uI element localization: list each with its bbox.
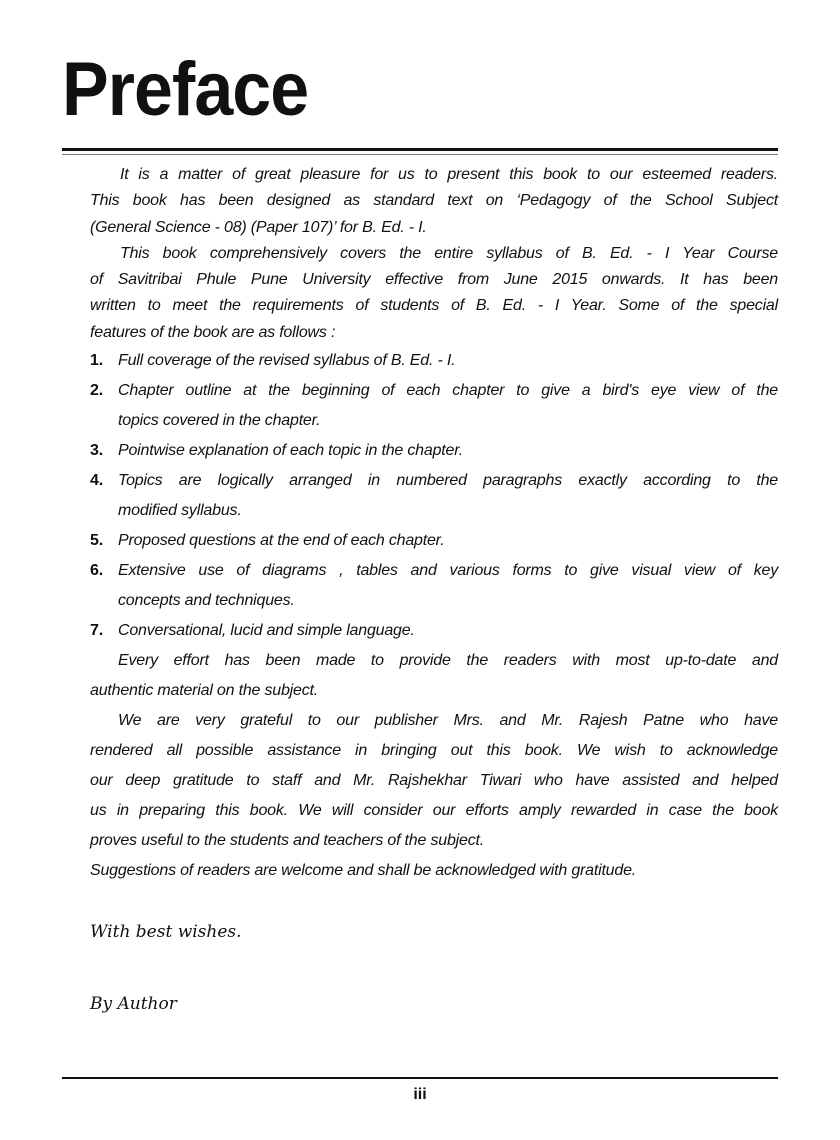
list-number: 2. xyxy=(90,382,103,400)
paragraph xyxy=(90,706,778,856)
list-number: 1. xyxy=(90,352,103,370)
text-line: It is a matter of great pleasure for us to present this book to our esteemed readers. xyxy=(120,166,778,183)
paragraph xyxy=(90,162,778,241)
text-line: Proposed questions at the end of each chapter. xyxy=(118,532,445,550)
text-line: written to meet the requirements of students of B. Ed. - I Year. Some of the special xyxy=(90,297,778,315)
text-line: proves useful to the students and teachers of the subject. xyxy=(90,832,484,850)
text-line: (General Science - 08) (Paper 107)’ for B. Ed. - I. xyxy=(90,218,427,236)
paragraph xyxy=(90,241,778,346)
text-line: This book comprehensively covers the entire syllabus of B. Ed. - I Year Course xyxy=(120,244,778,262)
list-item xyxy=(90,436,778,466)
list-item xyxy=(90,346,778,376)
text-line: us in preparing this book. We will consider our efforts amply rewarded in case the book xyxy=(90,802,778,820)
text-line: Chapter outline at the beginning of each chapter to give a bird's eye view of the xyxy=(118,382,778,400)
list-number: 3. xyxy=(90,442,103,460)
list-item xyxy=(90,556,778,616)
list-number: 7. xyxy=(90,622,103,640)
list-number: 6. xyxy=(90,562,103,580)
intro-section xyxy=(90,162,778,346)
list-number: 4. xyxy=(90,472,103,490)
text-line: This book has been designed as standard text on ‘Pedagogy of the School Subject xyxy=(90,192,778,210)
text-line: concepts and techniques. xyxy=(118,592,295,610)
footer-rule xyxy=(62,1077,778,1079)
closing-section xyxy=(90,646,778,886)
text-line: We are very grateful to our publisher Mrs. and Mr. Rajesh Patne who have xyxy=(118,712,778,730)
title-rule xyxy=(62,148,778,151)
text-line: modified syllabus. xyxy=(118,502,242,520)
text-line: Pointwise explanation of each topic in the chapter. xyxy=(118,442,463,460)
text-line: our deep gratitude to staff and Mr. Rajshekhar Tiwari who have assisted and helped xyxy=(90,772,778,790)
text-line: authentic material on the subject. xyxy=(90,682,319,700)
text-line: rendered all possible assistance in bringing out this book. We wish to acknowledge xyxy=(90,742,778,760)
text-line: features of the book are as follows : xyxy=(90,323,336,341)
text-line: Topics are logically arranged in numbered paragraphs exactly according to the xyxy=(118,472,778,490)
text-line: Conversational, lucid and simple language. xyxy=(118,622,415,640)
text-line: Extensive use of diagrams , tables and various forms to give visual view of key xyxy=(118,562,778,580)
paragraph xyxy=(90,646,778,706)
list-number: 5. xyxy=(90,532,103,550)
preface-body xyxy=(90,162,778,886)
list-item xyxy=(90,616,778,646)
list-item xyxy=(90,376,778,436)
page-title: Preface xyxy=(62,47,309,132)
page-number: iii xyxy=(413,1086,427,1103)
text-line: Every effort has been made to provide the readers with most up-to-date and xyxy=(118,652,778,670)
list-item xyxy=(90,526,778,556)
text-line: Full coverage of the revised syllabus of B. Ed. - I. xyxy=(118,352,456,370)
title-rule-thin xyxy=(62,154,778,155)
signature: By Author xyxy=(90,994,177,1014)
text-line: Suggestions of readers are welcome and shall be acknowledged with gratitude. xyxy=(90,862,637,880)
paragraph xyxy=(90,856,778,886)
list-item xyxy=(90,466,778,526)
text-line: topics covered in the chapter. xyxy=(118,412,321,430)
closing-wishes: With best wishes. xyxy=(90,922,242,942)
text-line: of Savitribai Phule Pune University effective from June 2015 onwards. It has been xyxy=(90,271,778,289)
features-list xyxy=(90,346,778,646)
